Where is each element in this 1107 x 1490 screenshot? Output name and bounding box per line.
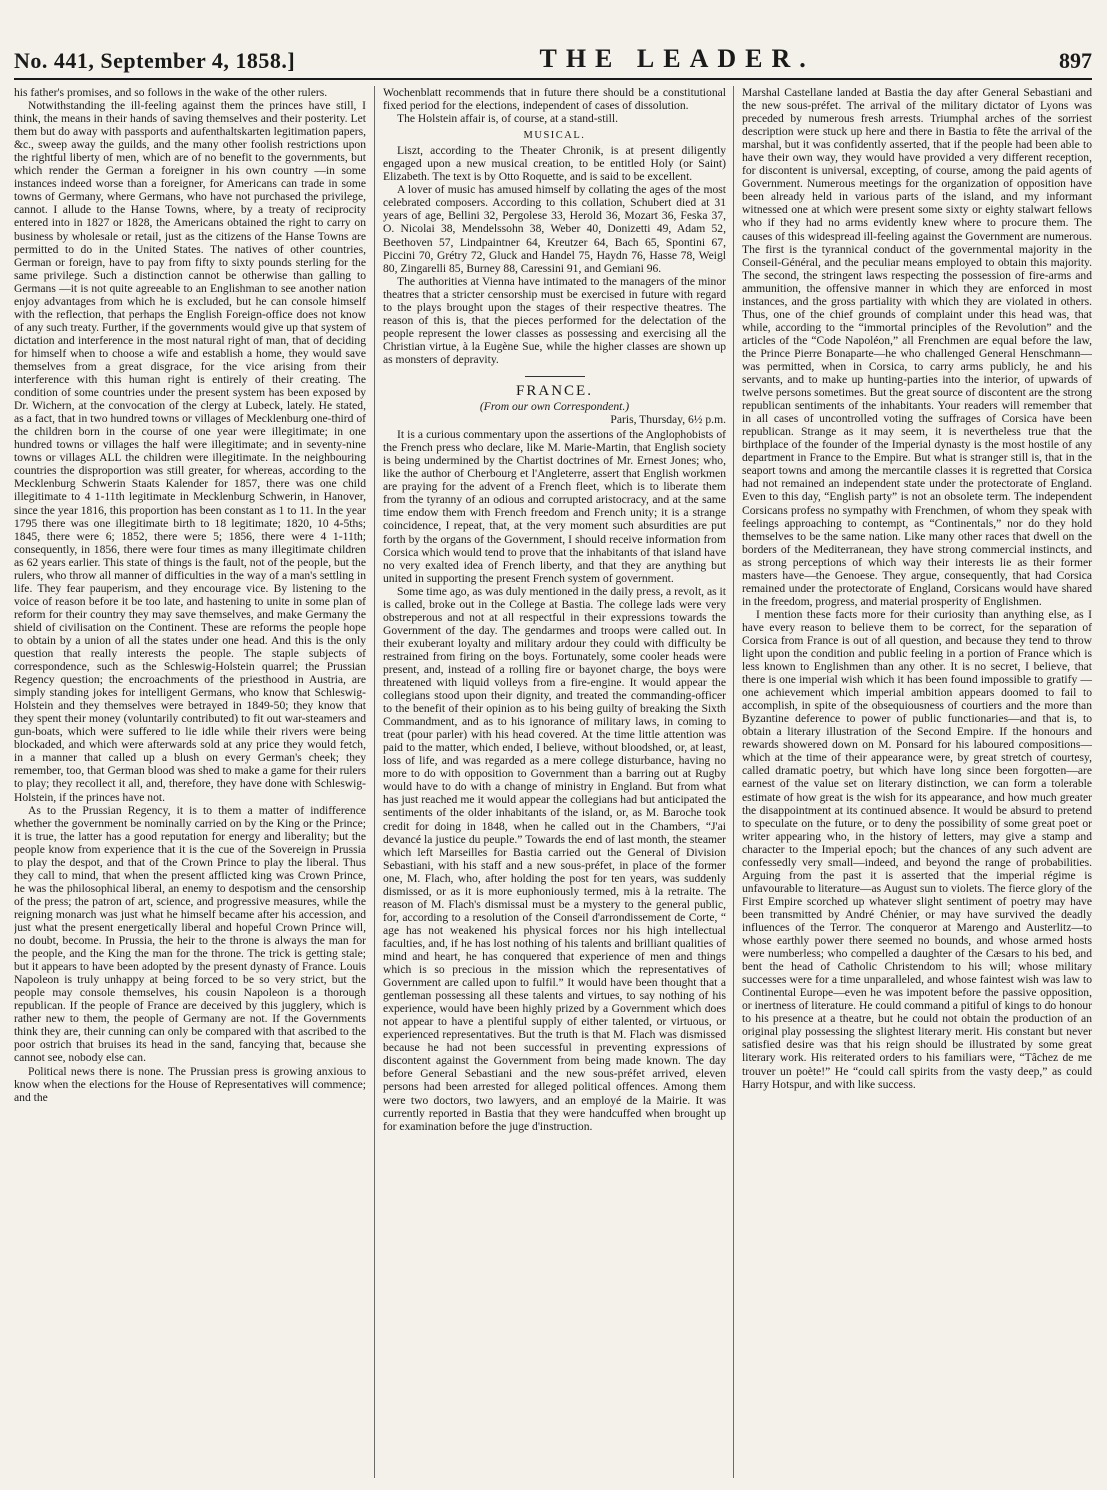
issue-date: No. 441, September 4, 1858.] (14, 48, 296, 73)
paragraph: Liszt, according to the Theater Chronik, is at present diligently engaged upon a new musical creation, to be entitled Holy (or Saint) Elizabeth. The text is by Otto Roquette, and is said to be excellent. (383, 144, 726, 184)
paragraph: I mention these facts more for their curiosity than anything else, as I have every reason to believe them to be correct, for the separation of Corsica from France is out of all question, and because they tend to throw light upon the condition and public feeling in a portion of France which is less known to Englishmen than any other. It is no secret, I believe, that there is one imperial wish which it has been found impossible to gratify —one achievement which imperial ambition appears doomed to fail to accomplish, in spite of the obsequiousness of courtiers and the more than Byzantine deference to power of public functionaries—and that is, to obtain a literary illustration of the Second Empire. If the honours and rewards showered down on M. Ponsard for his laboured compositions—which at the time of their appearance were, by great stretch of courtesy, called dramatic poetry, but which have long since been forgotten—are earnest of the value set on literary distinction, we can form a tolerable estimate of how great is the wish for its appearance, and how much greater the disappointment at its continued absence. It would be absurd to pretend to speculate on the future, or to deny the possibility of some great poet or writer appearing who, in the history of letters, may give a stamp and character to the Imperial epoch; but the chances of any such advent are confessedly very small—indeed, and beyond the range of probabilities. Arguing from the past it is asserted that the imperial régime is unfavourable to literature—as August sun to violets. The fierce glory of the First Empire scorched up whatever slight sentiment of poetry may have been transmitted by André Chénier, or may have survived the deadly influences of the Terror. The conqueror at Marengo and Austerlitz—to whose earthly power there seemed no bounds, and whose armed hosts were numberless; who compelled a daughter of the Cæsars to his bed, and bent the head of Catholic Christendom to his will; whose military successes were for a time unparalleled, and whose faintest wish was law to Continental Europe—even he was impotent before the passive opposition, or inertness of literature. He could command a pitiful of kings to do honour to his presence at a theatre, but he could not obtain the production of an original play possessing the slightest literary merit. His constant but never satisfied desire was that his reign should be illustrated by some great literary work. His reiterated orders to his familiars were, “Tâchez de me trouver un poète!” He “could call spirits from the vasty deep,” as could Harry Hotspur, and with like success. (742, 607, 1092, 1091)
paper-title: THE LEADER. (539, 44, 815, 73)
paragraph: It is a curious commentary upon the assertions of the Anglophobists of the French press who declare, like M. Marie-Martin, that English society is being undermined by the Chartist doctrines of Mr. Ernest Jones; who, like the author of Cherbourg et l'Angleterre, assert that English workmen are praying for the advent of a French fleet, which is to liberate them from the tyranny of an odious and corrupted aristocracy, and at the same time endow them with French freedom and French unity; it is a strange coincidence, I repeat, that, at the very moment such absurdities are put forth by the organs of the Government, I should receive information from Corsica which would tend to prove that the inhabitants of that island have no very exalted idea of French liberty, and that they are anything but united in supporting the present French system of government. (383, 428, 726, 585)
column-2 (383, 86, 726, 1478)
section-divider (525, 376, 585, 377)
paragraph: Marshal Castellane landed at Bastia the day after General Sebastiani and the new sous-préfet. The arrival of the military dictator of Lyons was preceded by numerous fresh arrests. Triumphal arches of the sorriest description were stuck up here and there in Bastia to fête the arrival of the marshal, but it was confidently asserted, that if the people had been able to have their own way, they would have provided a very different reception, for discontent is universal, excepting, of course, among the paid agents of Government. Numerous meetings for the organization of opposition have been already held in various parts of the island, and my informant witnessed one at which were present some sixty or eighty stalwart fellows who if they had no arms evidently knew where to procure them. The causes of this widespread ill-feeling against the Government are numerous. The first is the tyrannical conduct of the governmental majority in the Conseil-Général, and the peculiar means employed to obtain this majority. The second, the stringent laws respecting the possession of fire-arms and ammunition, the offensive manner in which they are enforced in most instances, and the gross partiality with which they are violated in others. Thus, one of the chief grounds of complaint under this head was, that while, according to the “immortal principles of the Revolution” and the articles of the “Code Napoléon,” all Frenchmen are equal before the law, the Prince Pierre Bonaparte—he who challenged General Henschmann—was permitted, when in Corsica, to carry arms publicly, he and his servants, and to make up hunting-parties into the interior, of upwards of twelve persons sometimes. But the great source of discontent are the strong republican sentiments of the inhabitants. Your readers will remember that in all cases of uncontrolled voting the suffrages of Corsica have been republican. Strange as it may seem, it is nevertheless true that the birthplace of the founder of the Imperial dynasty is the most hostile of any department in France to the Empire. But what is stranger still is, that in the seaport towns and among the mercantile classes it is regretted that Corsica had not remained an independent state under the protectorate of England. Even to this day, “English party” is not an obsolete term. The independent Corsicans profess no sympathy with Frenchmen, of whom they speak with feelings approaching to contempt, as “Continentals,” nor do they hold themselves to be the same nation. Like many other races that dwell on the borders of the Mediterranean, they have strong commercial instincts, and as strong perceptions of which way their interests lie as their former masters have—the Genoese. They argue, consequently, that had Corsica remained under the protectorate of England, Corsicans would have shared in the freedom, progress, and material prosperity of Englishmen. (742, 86, 1092, 608)
correspondent-note: (From our own Correspondent.) (479, 400, 630, 414)
paragraph: A lover of music has amused himself by collating the ages of the most celebrated composers. According to this collation, Schubert died at 31 years of age, Bellini 32, Pergolese 33, Herold 36, Mozart 36, Feska 37, O. Nicolai 38, Mendelssohn 38, Weber 40, Donizetti 49, Adam 52, Beethoven 57, Lindpaintner 64, Kreutzer 64, Bach 65, Spontini 67, Piccini 70, Grétry 72, Gluck and Handel 75, Haydn 76, Hasse 78, Weigl 80, Zingarelli 85, Burney 88, Caressini 91, and Gemiani 96. (383, 183, 726, 275)
column-rule-right (733, 86, 734, 1478)
page-number: 897 (1059, 48, 1092, 73)
dateline: Paris, Thursday, 6½ p.m. (610, 413, 726, 427)
column-3 (742, 86, 1092, 1478)
paragraph: Political news there is none. The Prussian press is growing anxious to know when the elections for the House of Representatives will commence; and the (14, 1064, 366, 1104)
paragraph: his father's promises, and so follows in the wake of the other rulers. (14, 86, 328, 99)
masthead (14, 44, 1092, 80)
column-1 (14, 86, 366, 1478)
paragraph: Some time ago, as was duly mentioned in the daily press, a revolt, as it is called, broke out in the College at Bastia. The college lads were very obstreperous and not at all respectful in their expressions towards the Government of the day. The gendarmes and troops were called out. In their exuberant loyalty and military ardour they could with difficulty be restrained from firing on the boys. Fortunately, some cooler heads were present, and, instead of a rolling fire or bayonet charge, the boys were threatened with liquid volleys from a fire-engine. It would appear the collegians stood upon their dignity, and treated the commanding-officer to the benefit of their opinion as to his being guilty of breaking the Sixth Commandment, and as to his ignorance of military laws, in coming to treat (pour parler) with his head covered. At the time little attention was paid to the matter, which ended, I believe, without bloodshed, or, at least, loss of life, and was regarded as a mere college disturbance, having no more to do with opposition to Government than a barring out at Rugby would have to do with a change of ministry in England. But from what has just reached me it would appear the collegians had but anticipated the sentiments of the older inhabitants of the island, or, as M. Baroche took credit for doing in 1848, when he called out in the Chambers, “J'ai devancé la justice du peuple.” Towards the end of last month, the steamer which left Marseilles for Bastia carried out the General of Division Sebastiani, with his staff and a new sous-préfet, in place of the former one, M. Flach, who, after holding the post for ten years, was suddenly dismissed, or as it is more euphoniously termed, mis à la retraite. The reason of M. Flach's dismissal must be a mystery to the general public, for, according to a resolution of the Conseil d'arrondissement de Corte, “ age has not weakened his physical forces nor his high intellectual faculties, and, if he has lost nothing of his talents and brilliant qualities of mind and heart, he has conquered that experience of men and things which is so precious in the mission which the representatives of Government are called upon to fulfil.” It would have been thought that a gentleman possessing all these talents and virtues, to say nothing of his experience, would have been highly prized by a Government which does not appear to have a plentiful supply of either talented, or virtuous, or experienced representatives. But the truth is that M. Flach was dismissed because he had not been successful in preventing expressions of discontent against the Government from being made known. The day before General Sebastiani and the new sous-préfet arrived, eleven persons had been arrested for alleged political offences. Among them were two doctors, two lawyers, and an employé de la Mairie. It was currently reported in Bastia that they were handcuffed when brought up for examination before the juge d'instruction. (383, 584, 726, 1133)
paragraph: Wochenblatt recommends that in future there should be a constitutional fixed period for the elections, independent of cases of dissolution. (383, 86, 726, 113)
section-heading-musical: MUSICAL. (523, 130, 586, 142)
paragraph: As to the Prussian Regency, it is to them a matter of indifference whether the government be nominally carried on by the King or the Prince; it is true, the latter has a good reputation for energy and liberality; but the people know from experience that it is the cue of the Sovereign in Prussia to play the despot, and that of the Crown Prince to play the liberal. Thus they call to mind, that when the present afflicted king was Crown Prince, he was the philosophical liberal, an enemy to despotism and the censorship of the press; the patron of art, science, and progressive measures, while the reigning monarch was just what he himself became after his accession, and just what the present energetically liberal and hopeful Crown Prince will, no doubt, become. In Prussia, the heir to the throne is always the man for the people, and the King the man for the throne. The trick is getting stale; but it appears to have been adopted by the present dynasty of France. Louis Napoleon is truly unhappy at being forced to be so very strict, but the people may console themselves, his cousin Napoleon is a thorough republican. If the people of France are deceived by this jugglery, which is rather new to them, the people of Germany are not. If the Governments think they are, their cunning can only be compared with that ascribed to the poor ostrich that bruises its head in the sand, fancying that, because she cannot see, nobody else can. (14, 803, 366, 1065)
section-heading-france: FRANCE. (516, 382, 593, 399)
column-rule-left (374, 86, 375, 1478)
paragraph: The Holstein affair is, of course, at a stand-still. (397, 112, 618, 126)
newspaper-page (14, 8, 1092, 1482)
paragraph: The authorities at Vienna have intimated to the managers of the minor theatres that a stricter censorship must be exercised in future with regard to the plays brought upon the stages of their respective theatres. The reason of this is, that the pieces performed for the delectation of the people represent the lower classes as possessing and exercising all the Christian virtue, à la Eugène Sue, while the higher classes are shown up as monsters of depravity. (383, 274, 726, 366)
paragraph: Notwithstanding the ill-feeling against them the princes have still, I think, the means in their hands of saving themselves and their posterity. Let them but do away with passports and aufenthaltskarten legitimation papers, &c., sweep away the guilds, and the many other foolish restrictions upon the rightful liberty of men, which are of no benefit to the governments, but which render the German a foreigner in his own country —in some instances indeed worse than a foreigner, for Americans can trade in some towns of Germany, where Germans, who have not purchased the privilege, cannot. I allude to the Hanse Towns, where, by a treaty of reciprocity entered into in 1827 or 1828, the Americans obtained the right to carry on business by wholesale or retail, just as the citizens of the Hanse Towns are permitted to do in the United States. The natives of other countries, German or foreign, have to pay from fifty to sixty pounds sterling for the same privilege. Such a distinction cannot be otherwise than galling to Germans —it is not quite agreeable to an Englishman to see another nation enjoy advantages from which he is excluded, but he can console himself with the reflection, that perhaps the English Foreign-office does not know of any such treaty. Further, if the governments would give up that system of dictation and interference in the most natural right of man, that of deciding for himself when to choose a wife and establish a home, they would save themselves from a great disgrace, for the vice arising from their interference with this human right is entirely of their creating. The condition of some countries under the present system has been exposed by Dr. Wichern, at the convocation of the clergy at Lubeck, lately. He stated, as a fact, that in two hundred towns or villages of Mecklenburg one-third of the children born in the course of one year were illegitimate; in one hundred towns or villages the half were illegitimate; and in seventy-nine towns or villages ALL the children were illegitimate. In the neighbouring countries the disproportion was still greater, for whereas, according to the Mecklenburg Schwerin Staats Kalender for 1857, there was one child illegitimate to 4 1-11th legitimate in Mecklenburg Schwerin, in Hanover, since the year 1816, this proportion has been constant as 1 to 11. In the year 1795 there was one illegitimate birth to 18 legitimate; 1820, 10 4-5ths; 1845, there were 6; 1852, there were 5; 1856, there were 4 1-11th; consequently, in 1856, there were four times as many illegitimate children as 62 years earlier. This state of things is the fault, not of the people, but the rulers, who throw all manner of difficulties in the way of a man's settling in life. They fear pauperism, and they encourage vice. By listening to the voice of reason before it be too late, and hastening to unite in some plan of reform for their country they may save themselves, and make Germany the shield of civilisation on the Continent. These are reforms the people hope to obtain by a union of all the states under one head. And this is the only question that really interests the people. The staple subjects of correspondence, such as the Schleswig-Holstein quarrel; the Prussian Regency question; the encroachments of the priesthood in Austria, are simply standing jokes for intelligent Germans, who know that Schleswig-Holstein and they themselves were betrayed in 1849-50; they know that they spent their money (voluntarily contributed) to fit out war-steamers and gun-boats, which were suffered to lie idle while their rivers were being blockaded, and which were afterwards sold at any price they would fetch, in a manner that called up a blush on every German's cheek; they remember, too, that German blood was shed to make a game for their rulers to play; they recollect it all, and, therefore, they have done with Schleswig-Holstein, if the princes have not. (14, 99, 366, 804)
